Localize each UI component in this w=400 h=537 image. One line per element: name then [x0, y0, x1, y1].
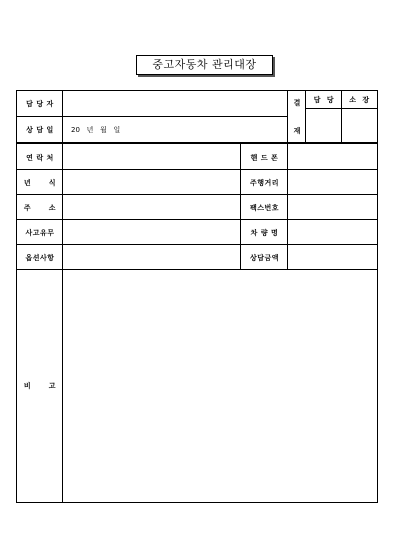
row-divider-double [17, 142, 377, 144]
label-options: 옵션사항 [25, 253, 55, 262]
approval-col-director: 소 장 [349, 96, 370, 104]
contact-field[interactable] [63, 145, 241, 170]
row-divider [17, 169, 377, 170]
mobile-field[interactable] [288, 145, 377, 170]
fax-field[interactable] [288, 195, 377, 220]
label-consult-date: 상 담 일 [26, 126, 54, 134]
label-contact: 연 락 처 [26, 153, 54, 162]
col-divider [62, 91, 63, 502]
year-model-field[interactable] [63, 170, 241, 195]
remarks-field[interactable] [63, 270, 377, 502]
label-consult-amount: 상담금액 [249, 253, 280, 262]
address-field[interactable] [63, 195, 241, 220]
label-mobile: 핸 드 폰 [250, 153, 279, 162]
label-fax: 팩스번호 [249, 203, 280, 212]
label-accident: 사고유무 [25, 228, 55, 237]
row-divider [17, 116, 288, 117]
label-year-model: 년 식 [23, 178, 57, 187]
accident-field[interactable] [63, 220, 241, 245]
approval-label [288, 91, 306, 143]
approval-col-manager: 담 당 [313, 96, 335, 104]
document-title: 중고자동차 관리대장 [136, 55, 273, 75]
label-car-name: 차 량 명 [250, 228, 279, 237]
management-form [16, 90, 378, 503]
consult-amount-field[interactable] [288, 245, 377, 270]
label-remarks: 비 고 [23, 382, 57, 390]
approval-col-divider [341, 91, 342, 143]
options-field[interactable] [63, 245, 241, 270]
col-divider [240, 144, 241, 270]
row-divider [17, 244, 377, 245]
row-divider [17, 194, 377, 195]
col-divider [287, 91, 288, 270]
label-manager: 담 당 자 [26, 100, 54, 108]
consult-date-field[interactable]: 20 년 월 일 [71, 126, 121, 134]
car-name-field[interactable] [288, 220, 377, 245]
approval-sign-manager[interactable] [306, 109, 342, 143]
row-divider [17, 269, 377, 270]
mileage-field[interactable] [288, 170, 377, 195]
approval-label-bottom: 재 [293, 127, 301, 135]
label-address: 주 소 [23, 203, 57, 212]
row-divider [17, 219, 377, 220]
approval-label-top: 결 [293, 99, 301, 107]
approval-col-divider [305, 91, 306, 143]
approval-sign-director[interactable] [342, 109, 377, 143]
label-mileage: 주행거리 [249, 178, 280, 187]
manager-field[interactable] [63, 91, 288, 117]
